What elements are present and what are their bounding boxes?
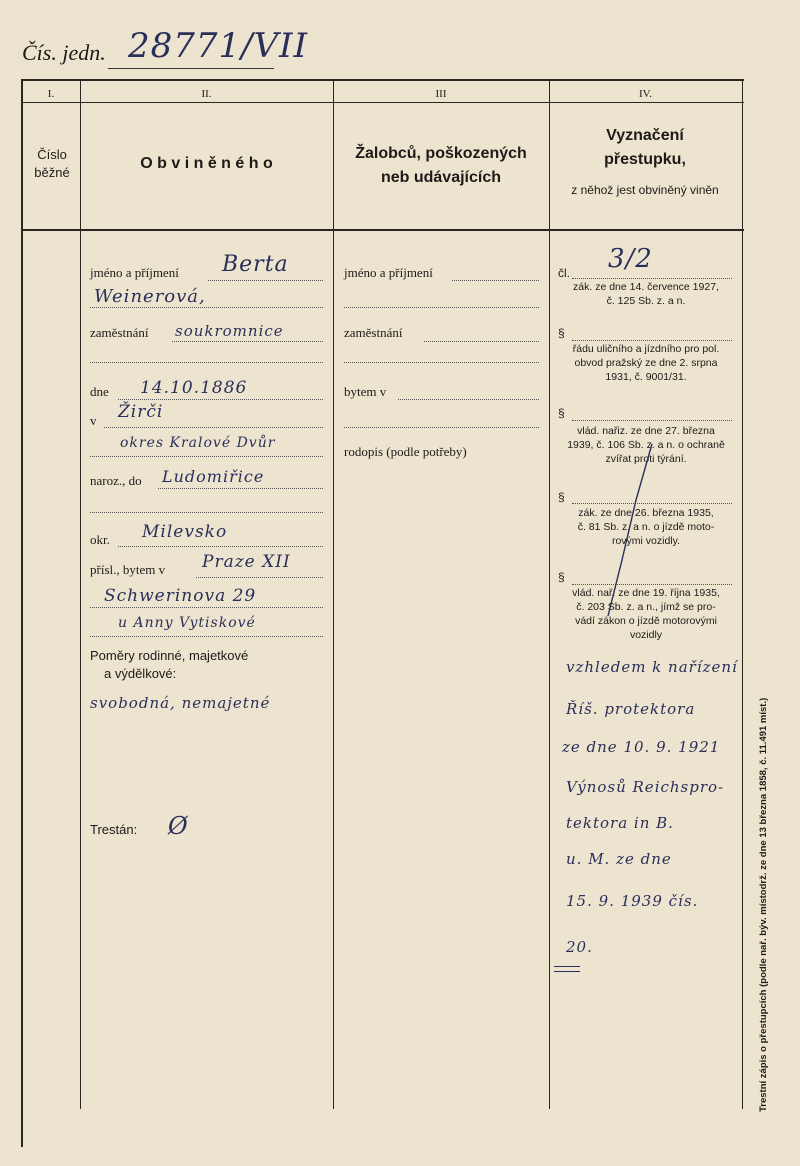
- punished-value: Ø: [168, 812, 189, 840]
- column-header-cislo: Číslo běžné: [34, 147, 70, 180]
- table-left-border: [21, 79, 23, 1147]
- birth-district-line: [90, 456, 323, 457]
- file-number-underline: [108, 68, 274, 69]
- plaintiff-residence-label: bytem v: [344, 384, 387, 399]
- residence-label: přísl., bytem v: [90, 562, 166, 577]
- plaintiff-occupation-line: [424, 341, 539, 342]
- family-label-2: a výdělkové:: [104, 666, 177, 681]
- section-sign-4: §: [558, 490, 565, 504]
- handwritten-note-4: Výnosů Reichspro-: [566, 778, 725, 796]
- handwritten-note-7: 15. 9. 1939 čís.: [566, 892, 699, 910]
- col-divider-2: [333, 79, 334, 1109]
- plaintiff-occupation-label: zaměstnání: [344, 325, 403, 340]
- column-number-1: I.: [47, 88, 55, 100]
- occupation-line-2: [90, 362, 323, 363]
- punished-label: Trestán:: [90, 822, 138, 837]
- law-4-line-3: rovými vozidly.: [611, 535, 681, 547]
- side-note: Trestní zápis o přestupcích (podle nař. býv. místodrž. ze dne 13 března 1858, č. 11.491 míst.): [758, 697, 769, 1112]
- occupation-label: zaměstnání: [90, 325, 149, 340]
- column-number-3: III: [435, 88, 447, 100]
- column-header-obvineneho: O b v i n ě n é h o: [140, 155, 273, 172]
- law-3-line-3: zvířat proti týrání.: [605, 453, 687, 465]
- law-2-text: [552, 342, 740, 384]
- section-sign-2: §: [558, 326, 565, 340]
- birth-date-value: 14.10.1886: [140, 378, 248, 398]
- header-bottom-border: [22, 229, 744, 231]
- law-5-line-1: vlád. nař. ze dne 19. října 1935,: [572, 587, 720, 599]
- handwritten-note-1: vzhledem k nařízení: [566, 658, 738, 676]
- handwritten-note-2: Říš. protektora: [566, 700, 696, 718]
- jurisdiction-label: naroz., do: [90, 473, 142, 488]
- handwritten-note-6: u. M. ze dne: [566, 850, 672, 868]
- family-value: svobodná, nemajetné: [90, 694, 271, 712]
- law-4-line-1: zák. ze dne 26. března 1935,: [578, 507, 714, 519]
- col-divider-4: [742, 79, 743, 1109]
- law-5-line-4: vozidly: [629, 629, 663, 641]
- jurisdiction-line-2: [90, 512, 323, 513]
- law-4-line-2: č. 81 Sb. z. a n. o jízdě moto-: [577, 521, 715, 533]
- birth-district-value: okres Kralové Dvůr: [120, 435, 276, 451]
- lodging-value: u Anny Vytiskové: [118, 615, 256, 631]
- handwritten-note-5: tektora in B.: [566, 814, 674, 832]
- column-number-2: II.: [201, 88, 212, 100]
- handwritten-note-3: ze dne 10. 9. 1921: [562, 738, 721, 756]
- section-sign-3: §: [558, 406, 565, 420]
- law-3-line-1: vlád. nařiz. ze dne 27. března: [577, 425, 715, 437]
- jurisdiction-line: [158, 488, 323, 489]
- file-number-value: 28771/VII: [128, 26, 309, 66]
- name-value: Berta: [222, 252, 289, 277]
- section-line-3: [572, 420, 732, 421]
- cl-value: 3/2: [608, 244, 653, 274]
- street-value: Schwerinova 29: [104, 586, 257, 606]
- jurisdiction-value: Ludomiřice: [162, 467, 265, 486]
- law-1-line-2: č. 125 Sb. z. a n.: [606, 295, 686, 307]
- birth-place-line: [104, 427, 323, 428]
- section-line-2: [572, 340, 732, 341]
- occupation-line: [172, 341, 323, 342]
- surname-line: [90, 307, 323, 308]
- table-top-border: [22, 79, 744, 81]
- okr-value: Milevsko: [142, 522, 228, 542]
- law-1-line-1: zák. ze dne 14. července 1927,: [573, 281, 719, 293]
- plaintiff-residence-line-2: [344, 427, 539, 428]
- plaintiff-name-line-2: [344, 307, 539, 308]
- law-5-line-2: č. 203 Sb. z. a n., jímž se pro-: [576, 601, 716, 613]
- birth-place-value: Žirči: [118, 402, 164, 422]
- birth-date-label: dne: [90, 384, 109, 399]
- handwritten-note-8: 20.: [566, 938, 593, 956]
- birth-date-line: [118, 399, 323, 400]
- residence-line: [196, 577, 323, 578]
- birth-place-label: v: [90, 413, 97, 428]
- plaintiff-residence-line: [398, 399, 539, 400]
- occupation-value: soukromnice: [175, 322, 284, 340]
- column-header-zalobcu: Žalobců, poškozených neb udávajících: [355, 145, 527, 186]
- name-line: [208, 280, 323, 281]
- law-2-line-3: 1931, č. 9001/31.: [605, 371, 687, 383]
- handwritten-underline-2: [554, 971, 580, 972]
- plaintiff-occupation-line-2: [344, 362, 539, 363]
- okr-label: okr.: [90, 532, 110, 547]
- handwritten-underline-1: [554, 966, 580, 967]
- plaintiff-name-line: [452, 280, 539, 281]
- col-divider-1: [80, 79, 81, 1109]
- name-label: jméno a příjmení: [90, 265, 179, 280]
- residence-value: Praze XII: [202, 552, 291, 572]
- law-1-text: [552, 280, 740, 308]
- family-label-1: Poměry rodinné, majetkové: [90, 648, 249, 663]
- okr-line: [118, 546, 323, 547]
- col-divider-3: [549, 79, 550, 1109]
- law-2-line-2: obvod pražský ze dne 2. srpna: [574, 357, 718, 369]
- genealogy-label: rodopis (podle potřeby): [344, 444, 467, 459]
- law-3-line-2: 1939, č. 106 Sb. z. a n. o ochraně: [567, 439, 725, 451]
- column-subheader-vinen: z něhož jest obviněný viněn: [571, 183, 719, 197]
- surname-value: Weinerová,: [94, 286, 206, 307]
- street-line: [90, 607, 323, 608]
- lodging-line: [90, 636, 323, 637]
- law-2-line-1: řádu uličního a jízdního pro pol.: [572, 343, 720, 355]
- cl-line: [572, 278, 732, 279]
- file-number-label: Čís. jedn.: [22, 40, 106, 65]
- roman-row-divider: [22, 102, 744, 103]
- law-5-line-3: vádí zákon o jízdě motorovými: [575, 615, 717, 627]
- cl-label: čl.: [558, 266, 570, 280]
- plaintiff-name-label: jméno a příjmení: [344, 265, 433, 280]
- handwritten-slash: [600, 440, 660, 620]
- section-sign-5: §: [558, 570, 565, 584]
- column-header-vyznaceni: Vyznačení přestupku,: [604, 127, 686, 168]
- column-number-4: IV.: [639, 88, 652, 100]
